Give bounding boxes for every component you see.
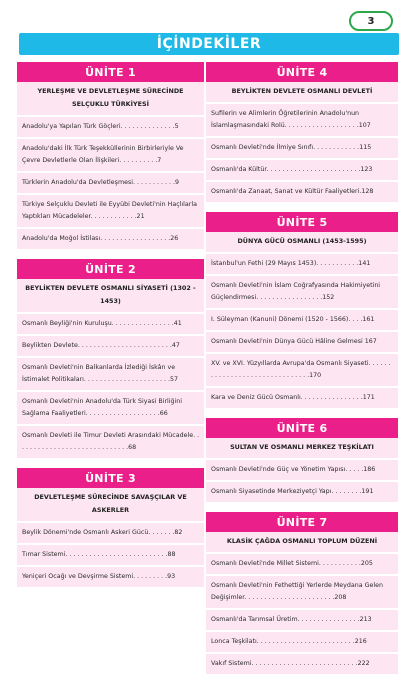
toc-entry[interactable]: Osmanlı Devleti'nin Balkanlarda İzlediği İskân ve İstimalet Politikaları. . . . . . . . . . . . . . . . . . . . . .57 [17, 356, 204, 390]
left-column [17, 62, 204, 597]
toc-entry[interactable]: Osmanlı Devleti'nde İlmiye Sınıfı. . . . . . . . . . . .115 [206, 136, 398, 158]
unit-card [17, 259, 204, 458]
unit-heading: ÜNİTE 6 [206, 418, 398, 438]
toc-entry[interactable]: Lonca Teşkilatı. . . . . . . . . . . . . . . . . . . . . . . . .216 [206, 630, 398, 652]
toc-entry[interactable]: Osmanlı'da Tarımsal Üretim. . . . . . . . . . . . . . . .213 [206, 608, 398, 630]
unit-subtitle: BEYLİKTEN DEVLETE OSMANLI DEVLETİ [206, 82, 398, 102]
unit-card [17, 468, 204, 587]
unit-subtitle: YERLEŞME VE DEVLETLEŞME SÜRECİNDE SELÇUKLU TÜRKİYESİ [17, 82, 204, 115]
unit-subtitle: BEYLİKTEN DEVLETE OSMANLI SİYASETİ (1302 - 1453) [17, 279, 204, 312]
unit-subtitle: SULTAN VE OSMANLI MERKEZ TEŞKİLATI [206, 438, 398, 458]
unit-card [17, 62, 204, 249]
toc-entry[interactable]: Osmanlı'da Zanaat, Sanat ve Kültür Faaliyetleri.128 [206, 180, 398, 202]
toc-entry[interactable]: XV. ve XVI. Yüzyıllarda Avrupa'da Osmanlı Siyaseti. . . . . . . . . . . . . . . . . . . . . . . . . . . . . . .170 [206, 352, 398, 386]
toc-entry[interactable]: Osmanlı Devleti'nin Dünya Gücü Hâline Gelmesi 167 [206, 330, 398, 352]
unit-card [206, 212, 398, 408]
unit-subtitle: DÜNYA GÜCÜ OSMANLI (1453-1595) [206, 232, 398, 252]
toc-entry[interactable]: Osmanlı Devleti'nde Güç ve Yönetim Yapısı. . . . .186 [206, 458, 398, 480]
toc-entry[interactable]: Osmanlı Siyasetinde Merkeziyetçi Yapı. . . . . . . .191 [206, 480, 398, 502]
toc-entry[interactable]: Beylikten Devlete. . . . . . . . . . . . . . . . . . . . . . . .47 [17, 334, 204, 356]
unit-card [206, 62, 398, 202]
unit-heading: ÜNİTE 2 [17, 259, 204, 279]
unit-heading: ÜNİTE 7 [206, 512, 398, 532]
unit-card [206, 512, 398, 674]
toc-entry[interactable]: Anadolu'ya Yapılan Türk Göçleri. . . . . . . . . . . . . .5 [17, 115, 204, 137]
unit-heading: ÜNİTE 1 [17, 62, 204, 82]
right-column [206, 62, 398, 684]
unit-heading: ÜNİTE 5 [206, 212, 398, 232]
toc-entry[interactable]: I. Süleyman (Kanuni) Dönemi (1520 - 1566). . . .161 [206, 308, 398, 330]
page-number: 3 [349, 11, 393, 31]
toc-entry[interactable]: Osmanlı Devleti'nin Anadolu'da Türk Siyasi Birliğini Sağlama Faaliyetleri. . . . . . . . . . . . . . . . . . .66 [17, 390, 204, 424]
toc-entry[interactable]: Türklerin Anadolu'da Devletleşmesi. . . . . . . . . . .9 [17, 171, 204, 193]
toc-entry[interactable]: Beylik Dönemi'nde Osmanlı Askeri Gücü. . . . . . .82 [17, 521, 204, 543]
toc-entry[interactable]: Anadolu'da Moğol İstilası. . . . . . . . . . . . . . . . . .26 [17, 227, 204, 249]
unit-heading: ÜNİTE 3 [17, 468, 204, 488]
toc-entry[interactable]: Türkiye Selçuklu Devleti ile Eyyübi Devleti'nin Haçlılarla Yaptıkları Mücadeleler. . . . . . . . . . . .21 [17, 193, 204, 227]
toc-entry[interactable]: Tımar Sistemi. . . . . . . . . . . . . . . . . . . . . . . . . .88 [17, 543, 204, 565]
toc-entry[interactable]: Osmanlı Devleti'nin İslam Coğrafyasında Hakimiyetini Güçlendirmesi. . . . . . . . . . . . . . . . .152 [206, 274, 398, 308]
toc-entry[interactable]: Yeniçeri Ocağı ve Devşirme Sistemi. . . . . . . . .93 [17, 565, 204, 587]
toc-entry[interactable]: Anadolu'daki İlk Türk Teşekküllerinin Birbirleriyle Ve Çevre Devletlerle Olan İlişkileri. . . . . . . . . .7 [17, 137, 204, 171]
toc-entry[interactable]: Osmanlı'da Kültür. . . . . . . . . . . . . . . . . . . . . . . .123 [206, 158, 398, 180]
unit-card [206, 418, 398, 502]
unit-heading: ÜNİTE 4 [206, 62, 398, 82]
unit-subtitle: KLASİK ÇAĞDA OSMANLI TOPLUM DÜZENİ [206, 532, 398, 552]
toc-entry[interactable]: Osmanlı Devleti'nin Fethettiği Yerlerde Meydana Gelen Değişimler. . . . . . . . . . . . . . . . . . . . . . .208 [206, 574, 398, 608]
toc-entry[interactable]: Osmanlı Devleti ile Timur Devleti Arasındaki Mücadele. . . . . . . . . . . . . . . . . . . . . . . . . . . . .68 [17, 424, 204, 458]
toc-entry[interactable]: Osmanlı Devleti'nde Millet Sistemi. . . . . . . . . . .205 [206, 552, 398, 574]
toc-entry[interactable]: Kara ve Deniz Gücü Osmanlı. . . . . . . . . . . . . . . .171 [206, 386, 398, 408]
toc-entry[interactable]: Vakıf Sistemi. . . . . . . . . . . . . . . . . . . . . . . . . . .222 [206, 652, 398, 674]
toc-entry[interactable]: Sufilerin ve Alimlerin Öğretilerinin Anadolu'nun İslamlaşmasındaki Rolü. . . . . . . . . . . . . . . . . . .107 [206, 102, 398, 136]
toc-entry[interactable]: İstanbul'un Fethi (29 Mayıs 1453). . . . . . . . . . .141 [206, 252, 398, 274]
unit-subtitle: DEVLETLEŞME SÜRECİNDE SAVAŞÇILAR VE ASKERLER [17, 488, 204, 521]
toc-entry[interactable]: Osmanlı Beyliği'nin Kuruluşu. . . . . . . . . . . . . . . .41 [17, 312, 204, 334]
page-title: İÇİNDEKİLER [19, 33, 399, 55]
